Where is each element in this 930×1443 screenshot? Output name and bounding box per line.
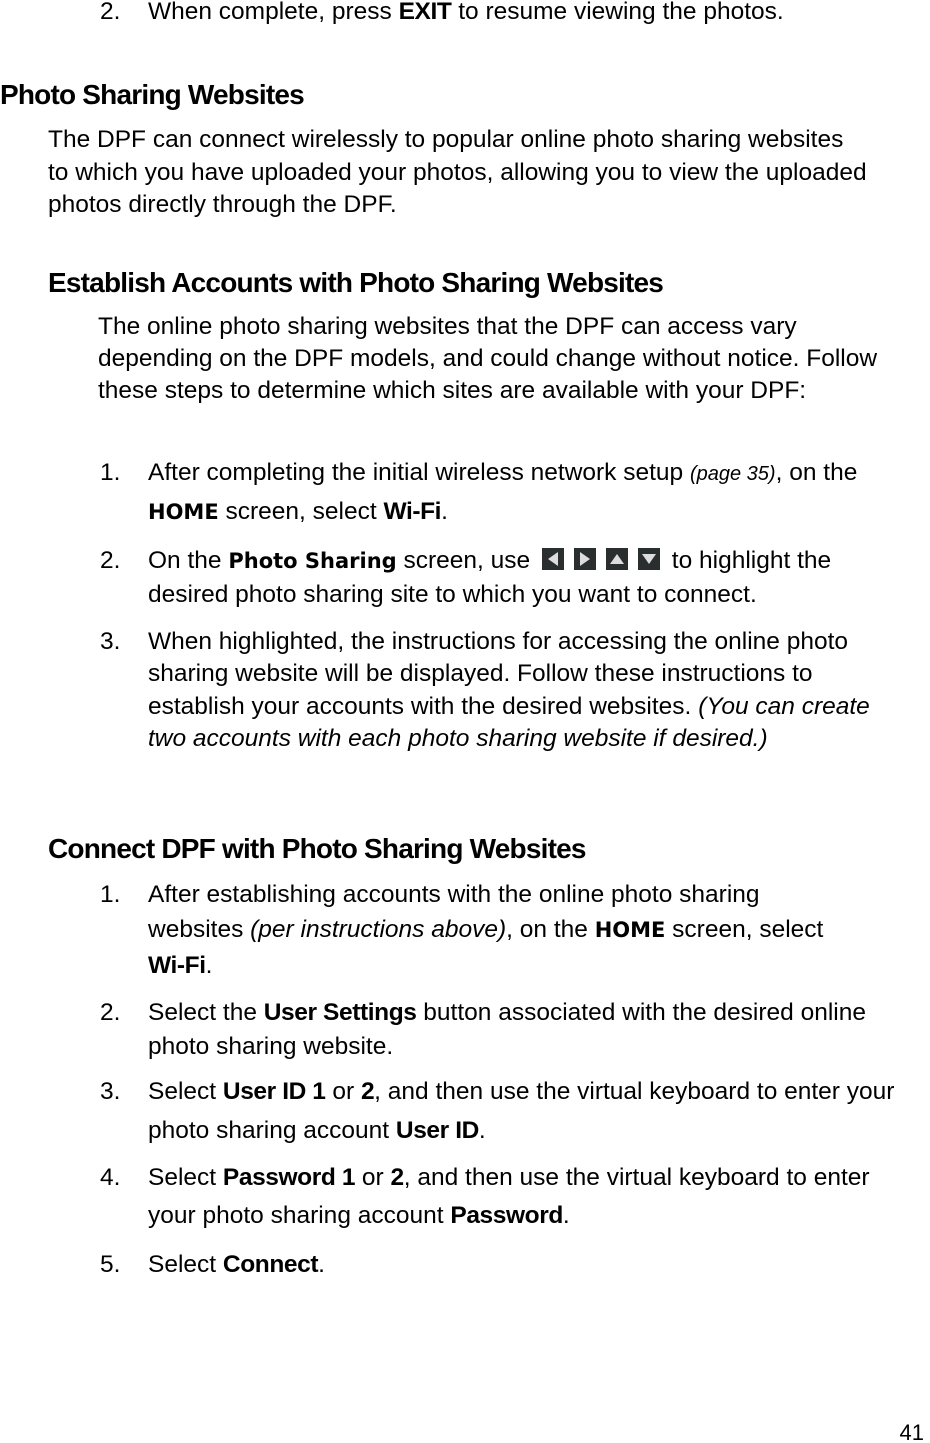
subsection-heading: Connect DPF with Photo Sharing Websites: [48, 833, 586, 864]
text: or: [355, 1164, 391, 1191]
bold-text: User Settings: [263, 999, 417, 1026]
italic-note: (per instructions above): [250, 916, 507, 943]
item-number: 1.: [100, 459, 121, 486]
bold-text: Password 1: [222, 1164, 356, 1191]
bold-text: Wi-Fi: [148, 952, 206, 979]
paragraph: The DPF can connect wirelessly to popular online photo sharing websites to which you have uploaded your photos, allowing you to view the uploaded photos directly through the DPF.: [48, 126, 867, 218]
text: to highlight the desired photo sharing site to which you want to connect.: [148, 547, 832, 608]
text: , on the: [506, 916, 595, 943]
text: On the: [148, 547, 229, 574]
text: screen, select: [665, 916, 824, 943]
item-number: 2.: [100, 999, 121, 1026]
bold-text: 2: [390, 1164, 404, 1191]
text: After completing the initial wireless network setup: [148, 459, 690, 486]
section-heading: Photo Sharing Websites: [0, 79, 304, 110]
bold-text: User ID 1: [222, 1078, 326, 1105]
text: After establishing accounts with the online photo sharing websites: [148, 881, 760, 943]
text: .: [478, 1117, 486, 1144]
item-number: 2.: [100, 547, 121, 574]
item-number: 1.: [100, 881, 121, 908]
text: or: [325, 1078, 361, 1105]
up-arrow-icon: [606, 548, 628, 570]
item-number: 3.: [100, 628, 121, 655]
item-number: 5.: [100, 1251, 121, 1278]
text: , on the: [775, 459, 858, 486]
bold-text: Connect: [222, 1251, 319, 1278]
right-arrow-icon: [574, 548, 596, 570]
text: , and then use the virtual keyboard to enter your photo sharing account: [148, 1164, 870, 1229]
down-arrow-icon: [638, 548, 660, 570]
text: Select the: [148, 999, 264, 1026]
text: to resume viewing the photos.: [451, 0, 784, 25]
item-number: 2.: [100, 0, 121, 25]
text: screen, use: [396, 547, 537, 574]
italic-note: (You can create two accounts with each photo sharing website if desired.): [148, 692, 870, 752]
bold-text: User ID: [395, 1117, 479, 1144]
text: Select: [148, 1251, 223, 1278]
subsection-heading: Establish Accounts with Photo Sharing Websites: [48, 267, 664, 298]
text: .: [205, 952, 213, 979]
item-number: 4.: [100, 1164, 121, 1191]
text: When highlighted, the instructions for accessing the online photo sharing website will be displayed. Follow these instructions to establish your accounts with the desired websites.: [148, 628, 849, 720]
text: screen, select: [218, 498, 384, 525]
page-number: 41: [899, 1420, 924, 1443]
bold-text: 2: [360, 1078, 375, 1105]
text: .: [318, 1251, 325, 1278]
left-arrow-icon: [542, 548, 564, 570]
bold-text: Password: [450, 1202, 563, 1229]
item-number: 3.: [100, 1078, 121, 1105]
bold-text: HOME: [594, 918, 666, 942]
text: Select: [148, 1078, 223, 1105]
text: .: [441, 498, 448, 525]
bold-text: EXIT: [398, 0, 452, 25]
text: Select: [148, 1164, 223, 1191]
text: When complete, press: [148, 0, 399, 25]
text: button associated with the desired online photo sharing website.: [148, 999, 866, 1060]
paragraph: The online photo sharing websites that the DPF can access vary depending on the DPF models, and could change without notice. Follow these steps to determine which sites are available with your DPF:: [98, 313, 878, 404]
page-reference: (page 35): [689, 463, 776, 485]
text: , and then use the virtual keyboard to enter your photo sharing account: [148, 1078, 895, 1144]
text: .: [562, 1202, 570, 1229]
bold-text: HOME: [148, 500, 219, 524]
bold-text: Photo Sharing: [228, 549, 397, 573]
bold-text: Wi-Fi: [383, 498, 442, 525]
